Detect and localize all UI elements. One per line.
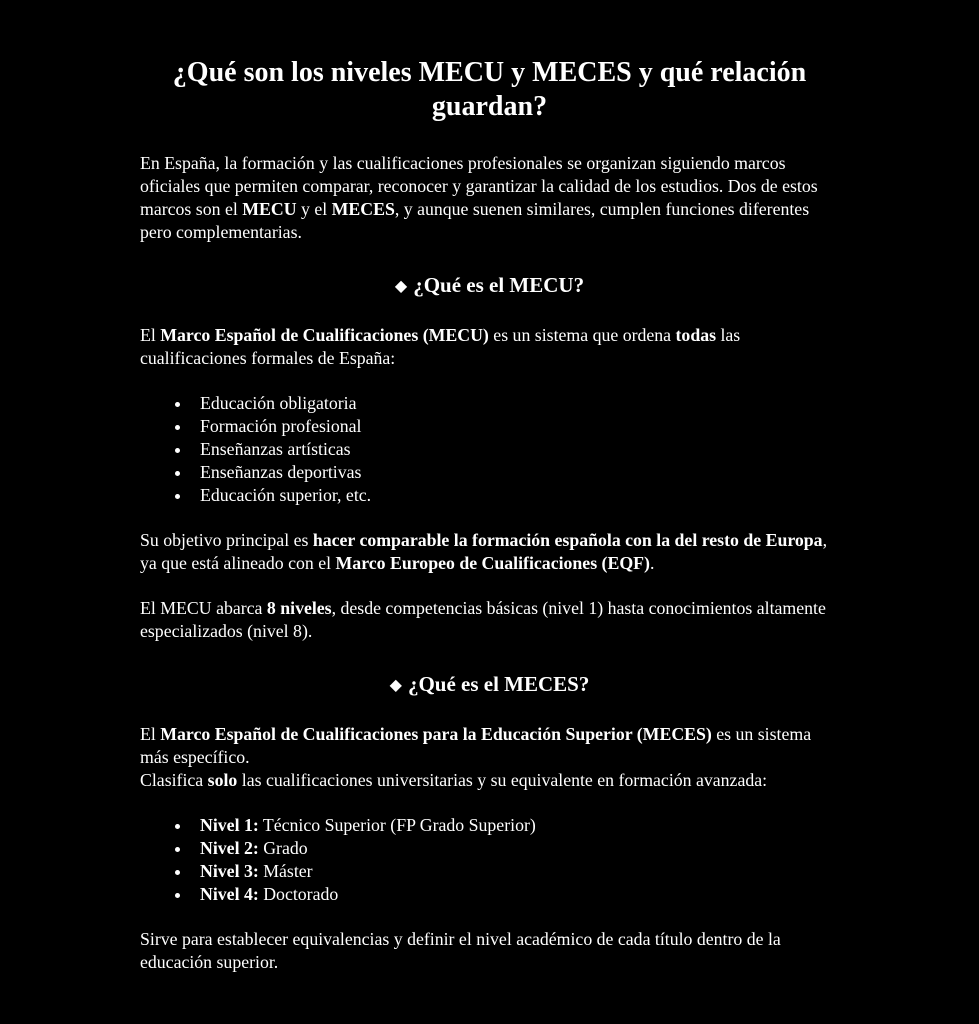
level-label: Nivel 3: — [200, 861, 259, 881]
mecu-paragraph-1 — [140, 324, 839, 370]
mecu-p1-text-1: El — [140, 325, 161, 345]
intro-text-2: y el — [296, 199, 332, 219]
mecu-p1-text-3: las cualificaciones formales de España: — [140, 325, 741, 368]
mecu-heading-text: ¿Qué es el MECU? — [413, 273, 585, 297]
level-value: Grado — [258, 838, 308, 858]
list-item — [200, 814, 839, 837]
level-value: Doctorado — [258, 884, 339, 904]
mecu-p3-text-1: El MECU abarca — [140, 598, 267, 618]
mecu-heading — [140, 272, 839, 300]
intro-text-1: En España, la formación y las cualificaciones profesionales se organizan siguiendo marcos oficiales que permiten comparar, reconocer y garantizar la calidad de los estudios. Dos de estos marcos son el — [140, 153, 818, 219]
intro-text-3: , y aunque suenen similares, cumplen funciones diferentes pero complementarias. — [140, 199, 810, 242]
mecu-p2-text-1: Su objetivo principal es — [140, 530, 313, 550]
mecu-list — [140, 392, 839, 507]
level-value: Técnico Superior (FP Grado Superior) — [258, 815, 536, 835]
level-label: Nivel 1: — [200, 815, 259, 835]
meces-heading — [140, 671, 839, 699]
list-item: Enseñanzas artísticas — [200, 438, 839, 461]
meces-paragraph-1 — [140, 723, 839, 769]
meces-p1-text-2: es un sistema más específico. — [140, 724, 812, 767]
level-label: Nivel 2: — [200, 838, 259, 858]
meces-p1-text-1: El — [140, 724, 161, 744]
meces-levels-list — [140, 814, 839, 906]
mecu-p3-text-2: , desde competencias básicas (nivel 1) hasta conocimientos altamente especializados (nivel 8). — [140, 598, 826, 641]
mecu-p1-bold-1: Marco Español de Cualificaciones (MECU) — [160, 325, 489, 345]
level-label: Nivel 4: — [200, 884, 259, 904]
list-item: Educación obligatoria — [200, 392, 839, 415]
mecu-p2-bold-1: hacer comparable la formación española con la del resto de Europa — [312, 530, 823, 550]
meces-heading-text: ¿Qué es el MECES? — [407, 672, 590, 696]
mecu-paragraph-2 — [140, 529, 839, 575]
mecu-p2-bold-2: Marco Europeo de Cualificaciones (EQF) — [335, 553, 650, 573]
mecu-p1-text-2: es un sistema que ordena — [488, 325, 676, 345]
meces-paragraph-1b — [140, 769, 839, 792]
meces-paragraph-2: Sirve para establecer equivalencias y definir el nivel académico de cada título dentro de la educación superior. — [140, 929, 781, 972]
list-item: Formación profesional — [200, 415, 839, 438]
meces-p1b-bold-1: solo — [207, 770, 238, 790]
list-item: Educación superior, etc. — [200, 484, 839, 507]
list-item — [200, 883, 839, 906]
mecu-p3-bold-1: 8 niveles — [266, 598, 332, 618]
page-title: ¿Qué son los niveles MECU y MECES y qué relación guardan? — [172, 57, 807, 122]
meces-p1-bold-1: Marco Español de Cualificaciones para la Educación Superior (MECES) — [160, 724, 712, 744]
mecu-p1-bold-2: todas — [675, 325, 717, 345]
diamond-icon: ◆ — [389, 677, 402, 694]
intro-paragraph — [140, 152, 839, 244]
meces-p1b-text-2: las cualificaciones universitarias y su equivalente en formación avanzada: — [237, 770, 768, 790]
mecu-p2-text-2: , ya que está alineado con el — [140, 530, 828, 573]
meces-p1b-text-1: Clasifica — [140, 770, 208, 790]
intro-bold-meces: MECES — [331, 199, 395, 219]
mecu-paragraph-3 — [140, 597, 839, 643]
mecu-p2-text-3: . — [649, 553, 655, 573]
list-item — [200, 837, 839, 860]
level-value: Máster — [258, 861, 313, 881]
intro-bold-mecu: MECU — [242, 199, 297, 219]
diamond-icon: ◆ — [394, 278, 408, 295]
list-item — [200, 860, 839, 883]
list-item: Enseñanzas deportivas — [200, 461, 839, 484]
